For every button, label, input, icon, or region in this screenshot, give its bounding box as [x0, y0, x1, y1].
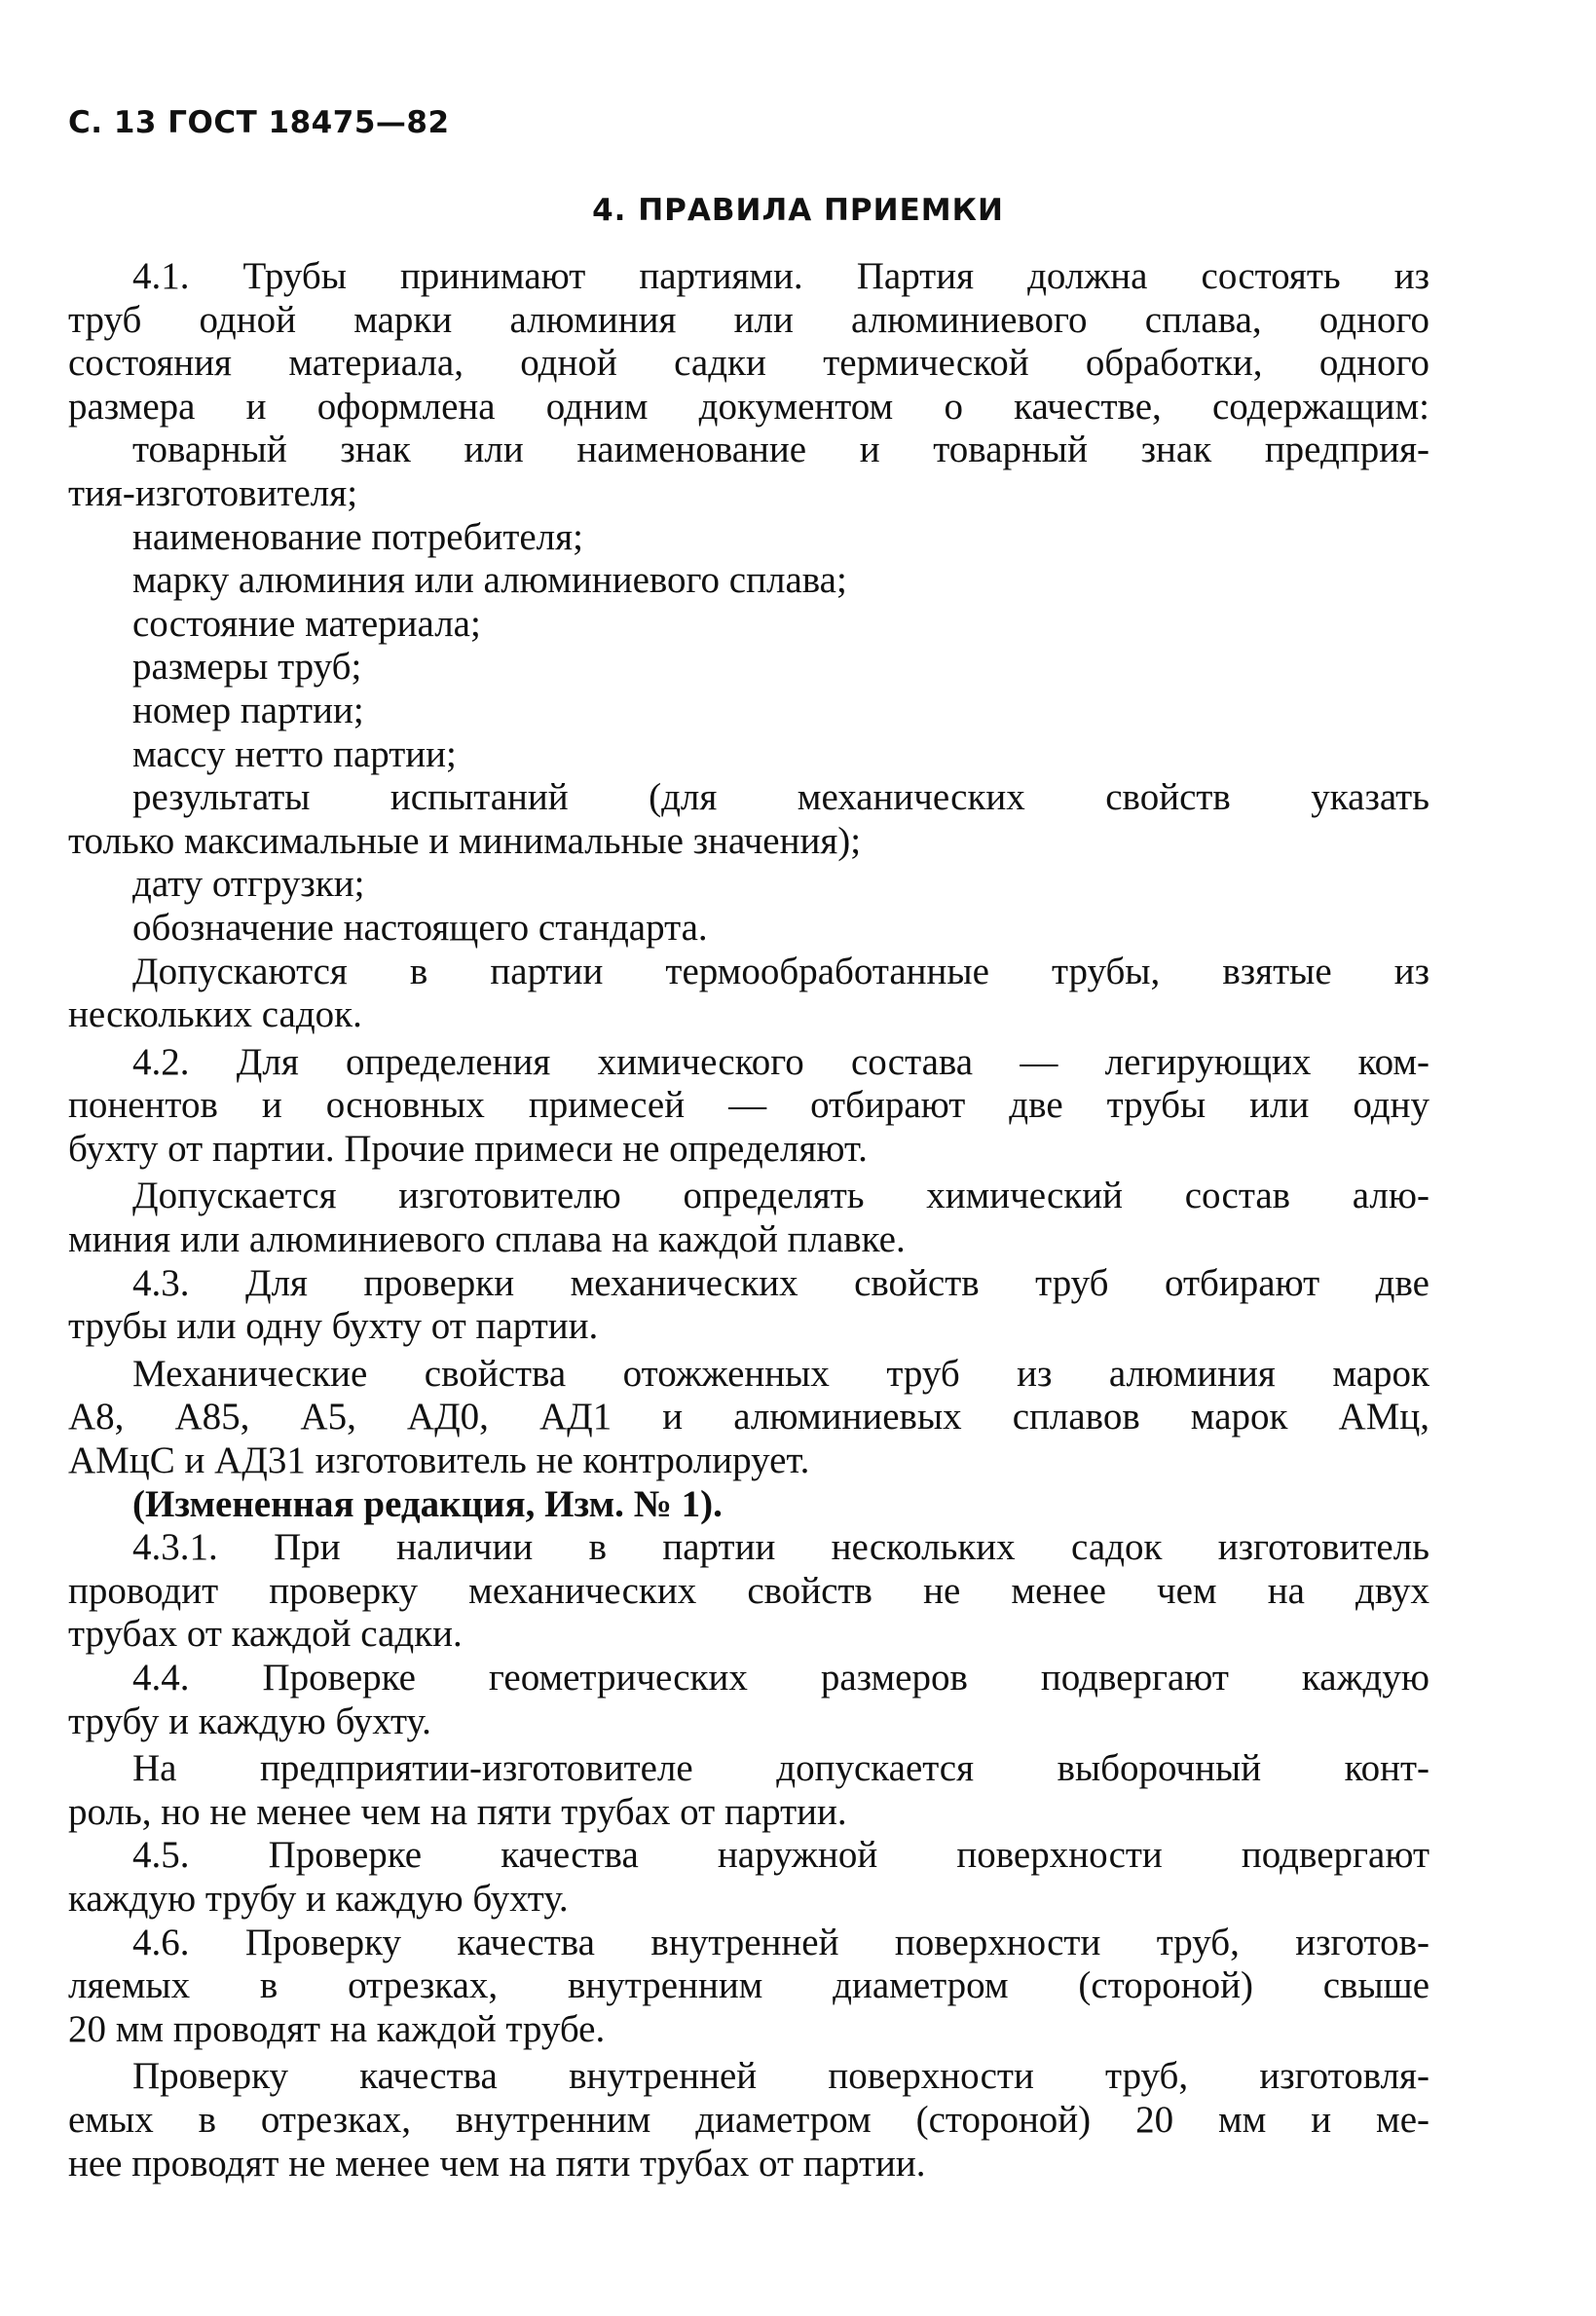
text-line: Допускаются в партии термообработанные трубы, взятые из	[132, 950, 1429, 992]
text-line: Проверку качества внутренней поверхности труб, изготовля-	[132, 2055, 1429, 2098]
text-line: труб одной марки алюминия или алюминиевого сплава, одного	[68, 298, 1429, 341]
text-line: АМцС и АД31 изготовитель не контролирует.	[68, 1439, 810, 1482]
text-line: роль, но не менее чем на пяти трубах от партии.	[68, 1790, 847, 1833]
text-line: состояния материала, одной садки термической обработки, одного	[68, 342, 1429, 385]
text-line: 4.4. Проверке геометрических размеров подвергают каждую	[132, 1657, 1429, 1699]
body-text	[68, 255, 1429, 2185]
text-line: состояние материала;	[132, 602, 481, 645]
text-line: трубах от каждой садки.	[68, 1613, 463, 1656]
text-line: 4.5. Проверке качества наружной поверхности подвергают	[132, 1834, 1429, 1877]
text-line: массу нетто партии;	[132, 732, 457, 775]
text-line: Механические свойства отожженных труб из алюминия марок	[132, 1352, 1429, 1395]
text-line: нее проводят не менее чем на пяти трубах от партии.	[68, 2142, 926, 2185]
text-line: проводит проверку механических свойств не менее чем на двух	[68, 1569, 1429, 1612]
text-line: марку алюминия или алюминиевого сплава;	[132, 559, 847, 602]
text-line: размеры труб;	[132, 646, 362, 689]
text-line: каждую трубу и каждую бухту.	[68, 1877, 569, 1920]
text-line: 4.3. Для проверки механических свойств труб отбирают две	[132, 1261, 1429, 1304]
text-line: миния или алюминиевого сплава на каждой плавке.	[68, 1218, 906, 1261]
text-line: дату отгрузки;	[132, 863, 365, 906]
section-title: 4. ПРАВИЛА ПРИЕМКИ	[592, 193, 1004, 228]
text-line: наименование потребителя;	[132, 515, 583, 558]
text-line: номер партии;	[132, 689, 364, 731]
text-line: 20 мм проводят на каждой трубе.	[68, 2007, 606, 2050]
text-line: ляемых в отрезках, внутренним диаметром (стороной) свыше	[68, 1964, 1429, 2007]
text-line: трубу и каждую бухту.	[68, 1700, 431, 1742]
text-line: нескольких садок.	[68, 993, 362, 1036]
text-line: 4.6. Проверку качества внутренней поверхности труб, изготов-	[132, 1921, 1429, 1963]
page-header: С. 13 ГОСТ 18475—82	[68, 105, 450, 140]
text-line: 4.3.1. При наличии в партии нескольких садок изготовитель	[132, 1526, 1429, 1569]
text-line: 4.1. Трубы принимают партиями. Партия должна состоять из	[132, 255, 1429, 297]
text-line: обозначение настоящего стандарта.	[132, 906, 708, 949]
text-line: Допускается изготовителю определять химический состав алю-	[132, 1175, 1429, 1217]
text-line: трубы или одну бухту от партии.	[68, 1305, 599, 1348]
text-line: понентов и основных примесей — отбирают две трубы или одну	[68, 1084, 1429, 1127]
text-line: емых в отрезках, внутренним диаметром (стороной) 20 мм и ме-	[68, 2098, 1429, 2141]
text-line: На предприятии-изготовителе допускается выборочный конт-	[132, 1747, 1429, 1790]
amendment-note: (Измененная редакция, Изм. № 1).	[132, 1482, 723, 1525]
text-line: товарный знак или наименование и товарный знак предприя-	[132, 429, 1429, 471]
text-line: А8, А85, А5, АД0, АД1 и алюминиевых сплавов марок АМц,	[68, 1396, 1429, 1438]
text-line: тия-изготовителя;	[68, 471, 358, 514]
text-line: бухту от партии. Прочие примеси не определяют.	[68, 1127, 868, 1170]
text-line: результаты испытаний (для механических свойств указать	[132, 776, 1429, 819]
text-line: 4.2. Для определения химического состава — легирующих ком-	[132, 1040, 1429, 1083]
text-line: только максимальные и минимальные значения);	[68, 819, 862, 862]
text-line: размера и оформлена одним документом о качестве, содержащим:	[68, 385, 1429, 428]
